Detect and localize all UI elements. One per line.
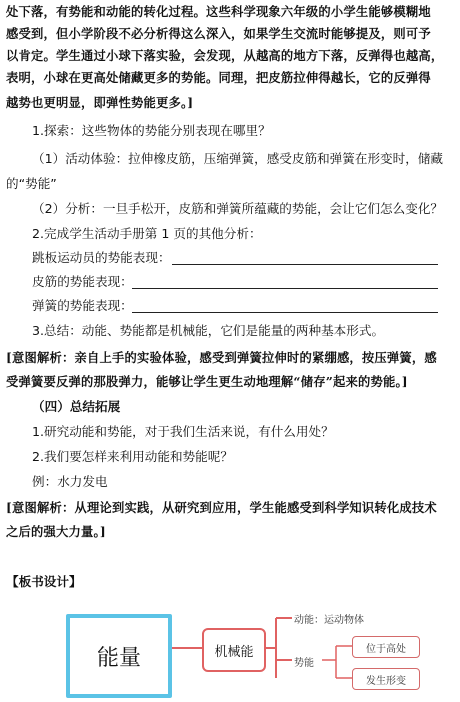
intro-line-4: 表明，小球在更高处储藏更多的势能。同理，把皮筋拉伸得越长，它的反弹得 xyxy=(6,70,431,85)
intent1-line-1: [意图解析：亲自上手的实验体验，感受到弹簧拉伸时的紧绷感，按压弹簧，感 xyxy=(6,350,437,365)
question-1: 1.研究动能和势能，对于我们生活来说，有什么用处？ xyxy=(32,424,334,439)
analysis-line: （2）分析：一旦手松开，皮筋和弹簧所蕴藏的势能，会让它们怎么变化？ xyxy=(32,201,444,216)
mid-branch-lines xyxy=(264,618,292,678)
question-2: 2.我们要怎样来利用动能和势能呢？ xyxy=(32,449,233,464)
intro-line-1: 处下落，有势能和动能的转化过程。这些科学现象六年级的小学生能够模糊地 xyxy=(6,4,431,19)
potential-label: 势能 xyxy=(294,658,314,669)
leaf-deform-node: 发生形变 xyxy=(352,668,420,690)
mid-node: 机械能 xyxy=(202,628,266,672)
example-line: 例：水力发电 xyxy=(32,474,108,489)
intent2-line-2: 之后的强大力量。] xyxy=(6,524,106,539)
intro-line-3: 以肯定。学生通过小球下落实验，会发现，从越高的地方下落，反弹得也越高， xyxy=(6,48,444,63)
rubber-blank xyxy=(132,288,438,289)
spring-blank xyxy=(132,312,438,313)
complete-line: 2.完成学生活动手册第 1 页的其他分析： xyxy=(32,226,262,241)
kinetic-label: 动能：运动物体 xyxy=(294,615,364,626)
board-title: 【板书设计】 xyxy=(6,574,82,589)
explore-title: 1.探索：这些物体的势能分别表现在哪里？ xyxy=(32,123,271,138)
intent2-line-1: [意图解析：从理论到实践，从研究到应用，学生能感受到科学知识转化成技术 xyxy=(6,500,437,515)
summary-line: 3.总结：动能、势能都是机械能，它们是能量的两种基本形式。 xyxy=(32,323,385,338)
intent1-line-2: 受弹簧要反弹的那股弹力，能够让学生更生动地理解“储存”起来的势能。] xyxy=(6,374,408,389)
spring-label: 弹簧的势能表现： xyxy=(32,298,133,313)
activity-line-2: 的“势能” xyxy=(6,176,57,191)
root-node: 能量 xyxy=(66,614,172,698)
potential-branch-lines xyxy=(322,646,352,678)
section-heading: （四）总结拓展 xyxy=(32,399,121,414)
leaf-high-node: 位于高处 xyxy=(352,636,420,658)
board-diagram xyxy=(0,600,460,702)
diver-label: 跳板运动员的势能表现： xyxy=(32,250,171,265)
intro-line-2: 感受到，但小学阶段不必分析得这么深入，如果学生交流时能够提及，则可予 xyxy=(6,26,431,41)
diver-blank xyxy=(172,264,438,265)
activity-line-1: （1）活动体验：拉伸橡皮筋，压缩弹簧，感受皮筋和弹簧在形变时，储藏 xyxy=(32,151,444,166)
intro-line-5: 越势也更明显，即弹性势能更多。] xyxy=(6,95,194,110)
rubber-label: 皮筋的势能表现： xyxy=(32,274,133,289)
